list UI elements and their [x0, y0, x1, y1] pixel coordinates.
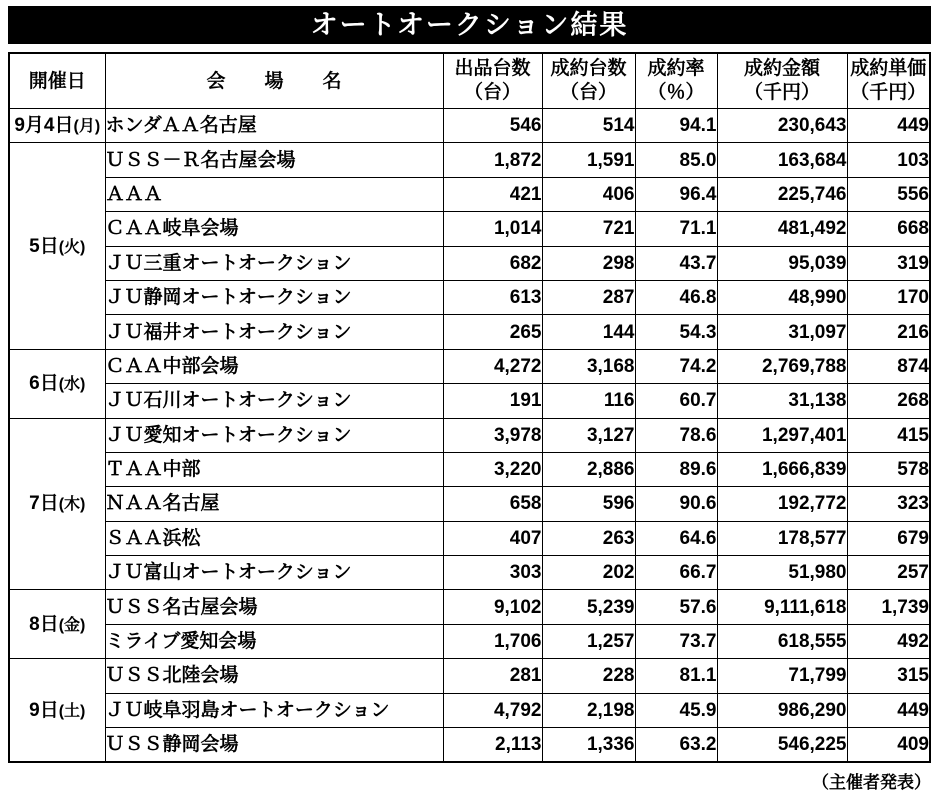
auction-results-page	[0, 6, 939, 793]
column-header-unit-price-label: 成約単価	[850, 58, 927, 80]
cell-date: 7日(木)	[9, 418, 105, 590]
cell-unit-price: 323	[847, 487, 930, 521]
table-row	[9, 349, 930, 383]
cell-venue: ＮＡＡ名古屋	[105, 487, 443, 521]
cell-amount: 51,980	[717, 556, 847, 590]
column-header-sold-unit: （台）	[559, 82, 617, 103]
cell-unit-price: 679	[847, 521, 930, 555]
cell-amount: 546,225	[717, 728, 847, 763]
cell-rate: 85.0	[635, 143, 717, 177]
cell-rate: 96.4	[635, 177, 717, 211]
cell-rate: 94.1	[635, 109, 717, 143]
table-header-row	[9, 53, 930, 109]
cell-amount: 618,555	[717, 624, 847, 658]
cell-lots: 9,102	[443, 590, 542, 624]
cell-amount: 48,990	[717, 280, 847, 314]
column-header-lots-label: 出品台数	[454, 58, 531, 80]
cell-venue: ＪＵ岐阜羽島オートオークション	[105, 693, 443, 727]
cell-lots: 3,220	[443, 452, 542, 486]
cell-sold: 406	[542, 177, 635, 211]
table-body	[9, 109, 930, 763]
cell-lots: 191	[443, 384, 542, 418]
cell-venue: ＪＵ富山オートオークション	[105, 556, 443, 590]
cell-unit-price: 315	[847, 659, 930, 693]
table-row	[9, 109, 930, 143]
cell-rate: 71.1	[635, 212, 717, 246]
table-row	[9, 246, 930, 280]
cell-sold: 514	[542, 109, 635, 143]
cell-sold: 116	[542, 384, 635, 418]
cell-rate: 90.6	[635, 487, 717, 521]
cell-sold: 287	[542, 280, 635, 314]
table-row	[9, 521, 930, 555]
cell-lots: 303	[443, 556, 542, 590]
cell-venue: ＴＡＡ中部	[105, 452, 443, 486]
column-header-venue	[105, 53, 443, 109]
cell-amount: 2,769,788	[717, 349, 847, 383]
cell-venue: ＵＳＳ北陸会場	[105, 659, 443, 693]
cell-unit-price: 268	[847, 384, 930, 418]
cell-rate: 78.6	[635, 418, 717, 452]
cell-sold: 2,198	[542, 693, 635, 727]
footnote: （主催者発表）	[812, 773, 931, 793]
cell-venue: ＵＳＳ静岡会場	[105, 728, 443, 763]
cell-lots: 4,792	[443, 693, 542, 727]
cell-venue: ＵＳＳ－Ｒ名古屋会場	[105, 143, 443, 177]
table-row	[9, 659, 930, 693]
table-row	[9, 728, 930, 763]
auction-results-table	[8, 52, 931, 763]
column-header-lots	[443, 53, 542, 109]
table-row	[9, 452, 930, 486]
cell-sold: 3,127	[542, 418, 635, 452]
cell-unit-price: 556	[847, 177, 930, 211]
cell-date: 5日(火)	[9, 143, 105, 349]
column-header-date	[9, 53, 105, 109]
cell-date: 6日(水)	[9, 349, 105, 418]
cell-sold: 596	[542, 487, 635, 521]
cell-rate: 64.6	[635, 521, 717, 555]
cell-venue: ＪＵ三重オートオークション	[105, 246, 443, 280]
cell-lots: 546	[443, 109, 542, 143]
cell-sold: 1,336	[542, 728, 635, 763]
cell-sold: 263	[542, 521, 635, 555]
cell-date: 9日(土)	[9, 659, 105, 763]
column-header-sold	[542, 53, 635, 109]
cell-unit-price: 409	[847, 728, 930, 763]
cell-unit-price: 449	[847, 109, 930, 143]
cell-amount: 31,138	[717, 384, 847, 418]
cell-unit-price: 170	[847, 280, 930, 314]
cell-venue: ＪＵ福井オートオークション	[105, 315, 443, 349]
cell-venue: ＣＡＡ中部会場	[105, 349, 443, 383]
cell-date: 9月4日(月)	[9, 109, 105, 143]
cell-rate: 74.2	[635, 349, 717, 383]
column-header-sold-label: 成約台数	[550, 58, 627, 80]
cell-sold: 5,239	[542, 590, 635, 624]
table-row	[9, 280, 930, 314]
cell-date: 8日(金)	[9, 590, 105, 659]
cell-amount: 9,111,618	[717, 590, 847, 624]
cell-rate: 57.6	[635, 590, 717, 624]
cell-sold: 202	[542, 556, 635, 590]
table-row	[9, 487, 930, 521]
cell-venue: ホンダＡＡ名古屋	[105, 109, 443, 143]
table-row	[9, 693, 930, 727]
cell-sold: 228	[542, 659, 635, 693]
table-row	[9, 143, 930, 177]
cell-lots: 2,113	[443, 728, 542, 763]
cell-sold: 3,168	[542, 349, 635, 383]
cell-sold: 1,257	[542, 624, 635, 658]
table-row	[9, 624, 930, 658]
cell-amount: 986,290	[717, 693, 847, 727]
table-header	[9, 53, 930, 109]
page-title: オートオークション結果	[310, 9, 629, 40]
column-header-amount	[717, 53, 847, 109]
cell-venue: ＳＡＡ浜松	[105, 521, 443, 555]
cell-sold: 2,886	[542, 452, 635, 486]
cell-amount: 1,297,401	[717, 418, 847, 452]
cell-lots: 265	[443, 315, 542, 349]
cell-unit-price: 103	[847, 143, 930, 177]
cell-lots: 1,014	[443, 212, 542, 246]
cell-venue: ＵＳＳ名古屋会場	[105, 590, 443, 624]
cell-unit-price: 874	[847, 349, 930, 383]
cell-amount: 31,097	[717, 315, 847, 349]
table-row	[9, 177, 930, 211]
cell-lots: 281	[443, 659, 542, 693]
cell-rate: 54.3	[635, 315, 717, 349]
column-header-lots-unit: （台）	[463, 82, 521, 103]
cell-venue: ＪＵ愛知オートオークション	[105, 418, 443, 452]
cell-amount: 163,684	[717, 143, 847, 177]
table-row	[9, 212, 930, 246]
cell-rate: 73.7	[635, 624, 717, 658]
cell-amount: 71,799	[717, 659, 847, 693]
cell-sold: 721	[542, 212, 635, 246]
cell-rate: 45.9	[635, 693, 717, 727]
cell-lots: 3,978	[443, 418, 542, 452]
cell-unit-price: 257	[847, 556, 930, 590]
table-row	[9, 384, 930, 418]
page-title-bar	[8, 6, 931, 44]
cell-venue: ＡＡＡ	[105, 177, 443, 211]
cell-lots: 658	[443, 487, 542, 521]
column-header-unit-price-unit: （千円）	[850, 82, 927, 103]
cell-venue: ＪＵ石川オートオークション	[105, 384, 443, 418]
cell-venue: ＣＡＡ岐阜会場	[105, 212, 443, 246]
cell-amount: 225,746	[717, 177, 847, 211]
cell-amount: 95,039	[717, 246, 847, 280]
column-header-rate	[635, 53, 717, 109]
table-row	[9, 315, 930, 349]
cell-sold: 1,591	[542, 143, 635, 177]
table-row	[9, 556, 930, 590]
cell-amount: 481,492	[717, 212, 847, 246]
cell-rate: 60.7	[635, 384, 717, 418]
table-row	[9, 590, 930, 624]
cell-rate: 63.2	[635, 728, 717, 763]
cell-amount: 1,666,839	[717, 452, 847, 486]
column-header-rate-unit: （％）	[647, 82, 705, 103]
column-header-rate-label: 成約率	[647, 58, 705, 80]
cell-lots: 1,872	[443, 143, 542, 177]
cell-sold: 144	[542, 315, 635, 349]
cell-lots: 682	[443, 246, 542, 280]
cell-lots: 613	[443, 280, 542, 314]
cell-unit-price: 578	[847, 452, 930, 486]
cell-unit-price: 319	[847, 246, 930, 280]
cell-unit-price: 492	[847, 624, 930, 658]
cell-unit-price: 449	[847, 693, 930, 727]
column-header-unit-price	[847, 53, 930, 109]
cell-rate: 89.6	[635, 452, 717, 486]
cell-venue: ＪＵ静岡オートオークション	[105, 280, 443, 314]
column-header-amount-label: 成約金額	[743, 58, 820, 80]
cell-rate: 66.7	[635, 556, 717, 590]
table-row	[9, 418, 930, 452]
cell-unit-price: 216	[847, 315, 930, 349]
cell-lots: 4,272	[443, 349, 542, 383]
cell-venue: ミライブ愛知会場	[105, 624, 443, 658]
cell-rate: 46.8	[635, 280, 717, 314]
cell-rate: 43.7	[635, 246, 717, 280]
cell-amount: 230,643	[717, 109, 847, 143]
column-header-amount-unit: （千円）	[743, 82, 820, 103]
column-header-date-label: 開催日	[28, 70, 86, 92]
cell-amount: 178,577	[717, 521, 847, 555]
cell-rate: 81.1	[635, 659, 717, 693]
cell-amount: 192,772	[717, 487, 847, 521]
column-header-venue-label: 会 場 名	[206, 70, 352, 92]
cell-lots: 421	[443, 177, 542, 211]
cell-unit-price: 415	[847, 418, 930, 452]
cell-unit-price: 668	[847, 212, 930, 246]
cell-sold: 298	[542, 246, 635, 280]
cell-unit-price: 1,739	[847, 590, 930, 624]
cell-lots: 407	[443, 521, 542, 555]
cell-lots: 1,706	[443, 624, 542, 658]
